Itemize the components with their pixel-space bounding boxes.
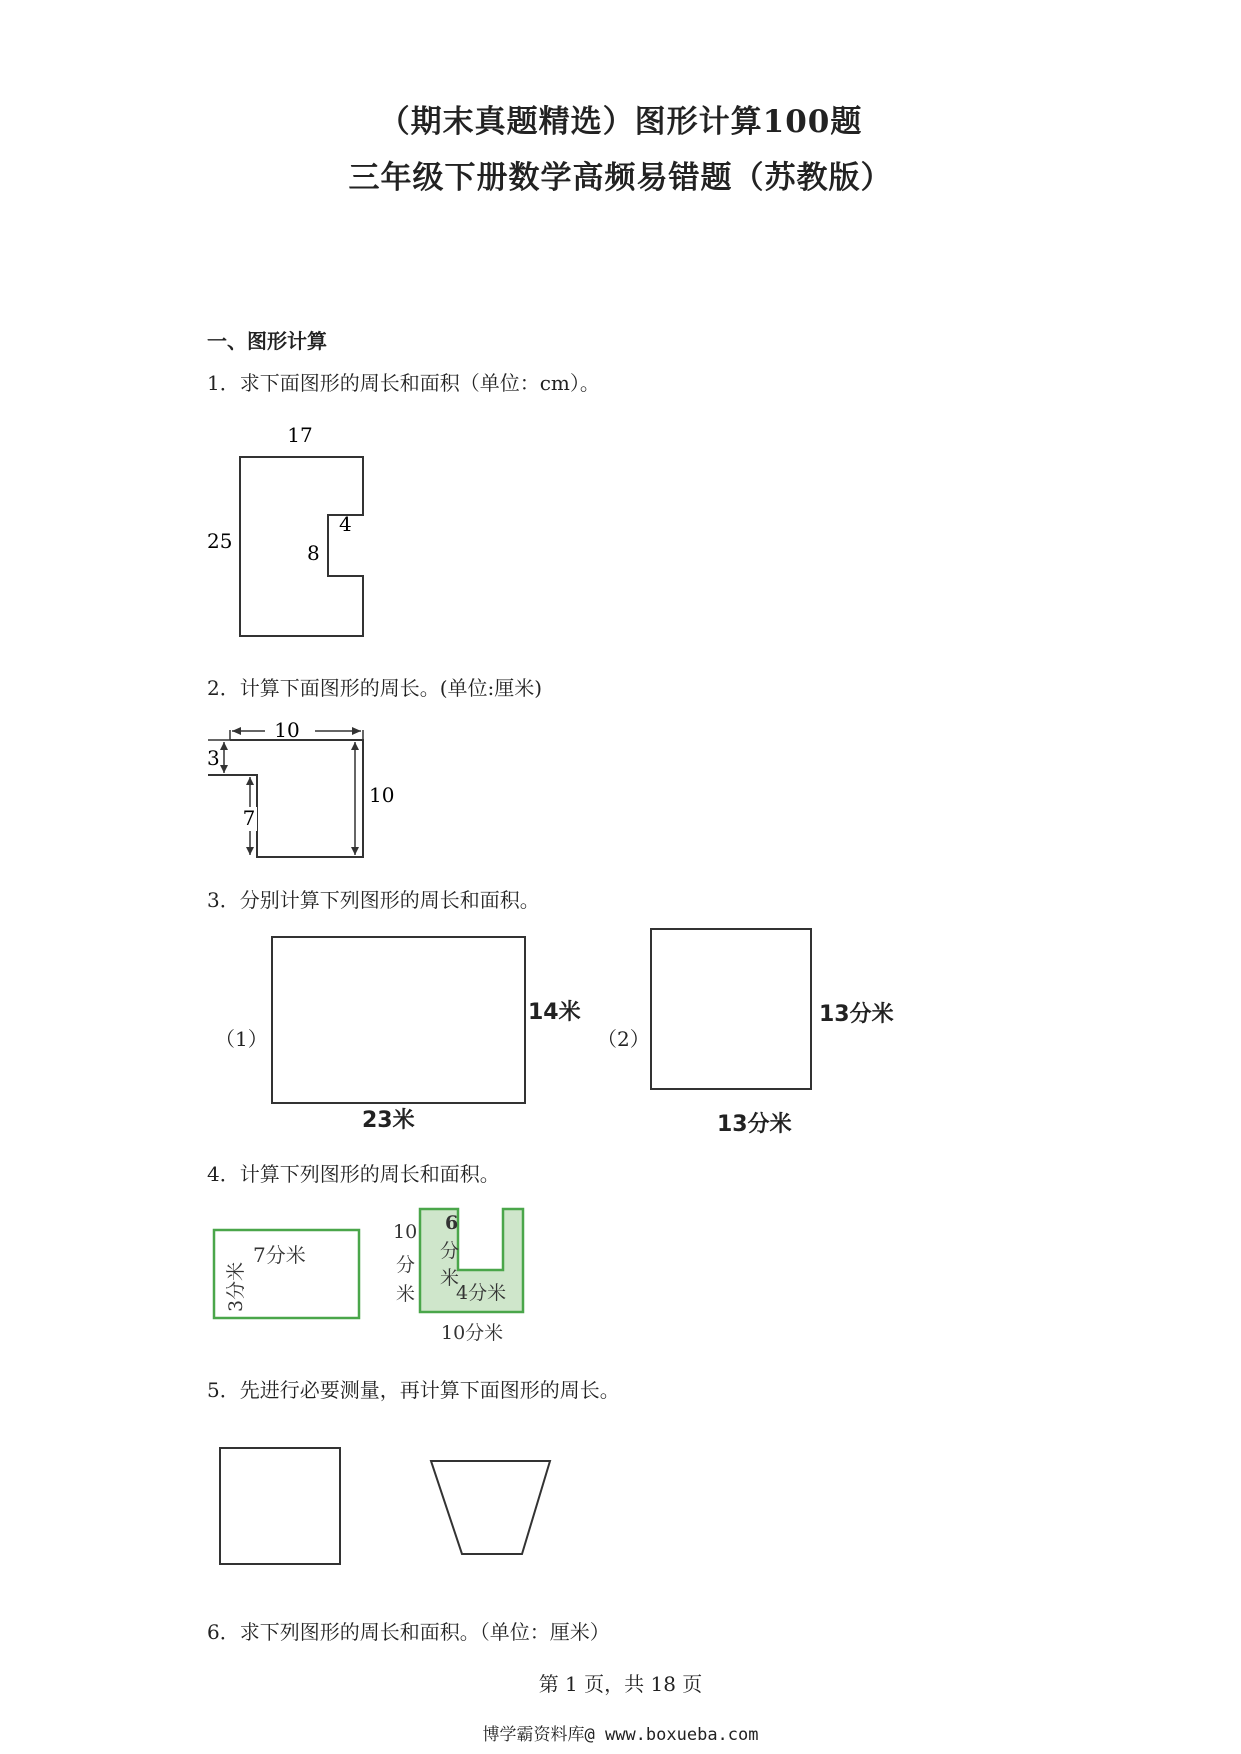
fig3-rect-width: 23米	[362, 1108, 415, 1133]
fig1-notch-height-label: 8	[307, 541, 320, 565]
fig4-notch-unit1: 分	[440, 1240, 460, 1262]
watermark: 博学霸资料库@ www.boxueba.com	[482, 1725, 759, 1745]
question-3: 3．分别计算下列图形的周长和面积。	[207, 888, 540, 912]
question-6: 6．求下列图形的周长和面积。（单位：厘米）	[207, 1620, 610, 1644]
fig4-notch-num: 6	[445, 1212, 459, 1234]
fig4-rect-width: 7分米	[253, 1243, 306, 1267]
page-subtitle: 三年级下册数学高频易错题（苏教版）	[348, 160, 893, 196]
fig2-right-label: 10	[369, 783, 395, 807]
fig2-top-label: 10	[274, 718, 300, 742]
fig3-square-height: 13分米	[819, 1002, 894, 1027]
fig3-item1-label: （1）	[215, 1027, 268, 1051]
section-title: 一、图形计算	[207, 329, 327, 353]
fig3-rect-height: 14米	[528, 1000, 581, 1025]
question-5: 5．先进行必要测量，再计算下面图形的周长。	[207, 1378, 620, 1402]
fig4-rect-height: 3分米	[225, 1261, 247, 1312]
page-title: （期末真题精选）图形计算100题	[378, 104, 863, 140]
fig3-square	[650, 928, 812, 1090]
fig2-step-label: 3	[207, 746, 220, 770]
fig4-u-height-unit2: 米	[396, 1283, 416, 1305]
fig4-notch-width: 4分米	[456, 1282, 507, 1304]
figure-1	[205, 420, 385, 650]
fig3-rectangle	[271, 936, 526, 1104]
fig4-u-bottom: 10分米	[441, 1322, 504, 1344]
figure-4	[205, 1200, 545, 1350]
question-2: 2．计算下面图形的周长。(单位:厘米)	[207, 676, 543, 700]
page-number: 第 1 页，共 18 页	[538, 1672, 703, 1696]
fig4-notch-unit2: 米	[440, 1267, 460, 1289]
fig1-notch-depth-label: 4	[339, 512, 352, 536]
question-4: 4．计算下列图形的周长和面积。	[207, 1162, 500, 1186]
fig5-square	[219, 1447, 341, 1565]
fig3-square-width: 13分米	[717, 1112, 792, 1137]
fig4-u-height-unit1: 分	[396, 1254, 416, 1276]
fig3-item2-label: （2）	[597, 1027, 650, 1051]
fig5-trapezoid	[425, 1455, 565, 1560]
question-1: 1．求下面图形的周长和面积（单位：cm）。	[207, 371, 600, 395]
fig1-left-label: 25	[207, 529, 233, 553]
figure-2	[205, 715, 395, 865]
fig2-inner-label: 7	[242, 806, 256, 830]
fig4-u-height-num: 10	[393, 1221, 418, 1243]
fig1-top-label: 17	[287, 423, 313, 447]
